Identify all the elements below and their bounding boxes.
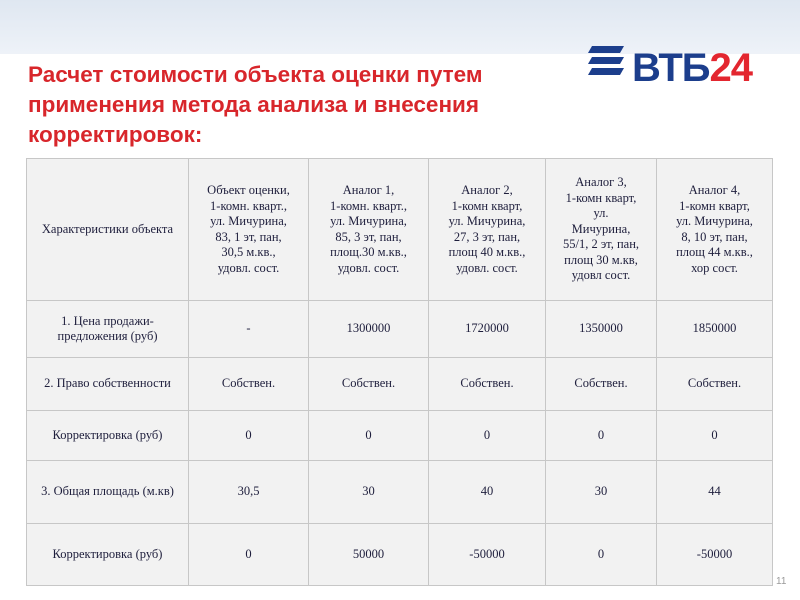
cell-value: 0	[657, 411, 773, 461]
header-characteristics: Характеристики объекта	[27, 159, 189, 301]
row-label-adjustment-2: Корректировка (руб)	[27, 524, 189, 586]
table-row	[27, 524, 773, 586]
vtb-flag-icon	[586, 44, 626, 80]
cell-value: 50000	[309, 524, 429, 586]
header-col-subject: Объект оценки, 1-комн. кварт., ул. Мичурина, 83, 1 эт, пан, 30,5 м.кв., удовл. сост.	[189, 159, 309, 301]
row-label-adjustment-1: Корректировка (руб)	[27, 411, 189, 461]
header-col-analog-2: Аналог 2, 1-комн кварт, ул. Мичурина, 27, 3 эт, пан, площ 40 м.кв., удовл. сост.	[429, 159, 546, 301]
cell-value: 0	[546, 411, 657, 461]
cell-value: 30	[309, 461, 429, 524]
cell-value: 0	[309, 411, 429, 461]
cell-value: 30	[546, 461, 657, 524]
cell-value: Собствен.	[309, 358, 429, 411]
cell-value: 40	[429, 461, 546, 524]
row-label-area: 3. Общая площадь (м.кв)	[27, 461, 189, 524]
cell-value: -50000	[657, 524, 773, 586]
cell-value: -50000	[429, 524, 546, 586]
cell-value: -	[189, 301, 309, 358]
cell-value: Собствен.	[429, 358, 546, 411]
table-row	[27, 301, 773, 358]
table-row	[27, 411, 773, 461]
slide-title	[28, 60, 588, 150]
logo-text	[632, 46, 752, 90]
cell-value: 0	[429, 411, 546, 461]
row-label-price: 1. Цена продажи-предложения (руб)	[27, 301, 189, 358]
cell-value: 0	[189, 411, 309, 461]
cell-value: Собствен.	[657, 358, 773, 411]
cell-value: 44	[657, 461, 773, 524]
cell-value: 1350000	[546, 301, 657, 358]
cell-value: 1850000	[657, 301, 773, 358]
title-line-3: корректировок:	[28, 122, 203, 147]
table-row	[27, 358, 773, 411]
cell-value: Собствен.	[189, 358, 309, 411]
title-line-2: применения метода анализа и внесения	[28, 92, 479, 117]
cell-value: 0	[189, 524, 309, 586]
header-col-analog-4: Аналог 4, 1-комн кварт, ул. Мичурина, 8, 10 эт, пан, площ 44 м.кв., хор сост.	[657, 159, 773, 301]
logo-text-num: 24	[709, 46, 753, 90]
vtb24-logo	[586, 40, 766, 92]
page-number: 11	[776, 576, 787, 587]
cell-value: 1720000	[429, 301, 546, 358]
cell-value: 0	[546, 524, 657, 586]
cell-value: 1300000	[309, 301, 429, 358]
cell-value: Собствен.	[546, 358, 657, 411]
table-header-row	[27, 159, 773, 301]
valuation-table	[26, 158, 773, 586]
table-row	[27, 461, 773, 524]
logo-text-main: ВТБ	[632, 46, 710, 90]
cell-value: 30,5	[189, 461, 309, 524]
title-line-1: Расчет стоимости объекта оценки путем	[28, 62, 483, 87]
header-col-analog-3: Аналог 3, 1-комн кварт, ул. Мичурина, 55/1, 2 эт, пан, площ 30 м.кв, удовл сост.	[546, 159, 657, 301]
header-col-analog-1: Аналог 1, 1-комн. кварт., ул. Мичурина, 85, 3 эт, пан, площ.30 м.кв., удовл. сост.	[309, 159, 429, 301]
row-label-ownership: 2. Право собственности	[27, 358, 189, 411]
